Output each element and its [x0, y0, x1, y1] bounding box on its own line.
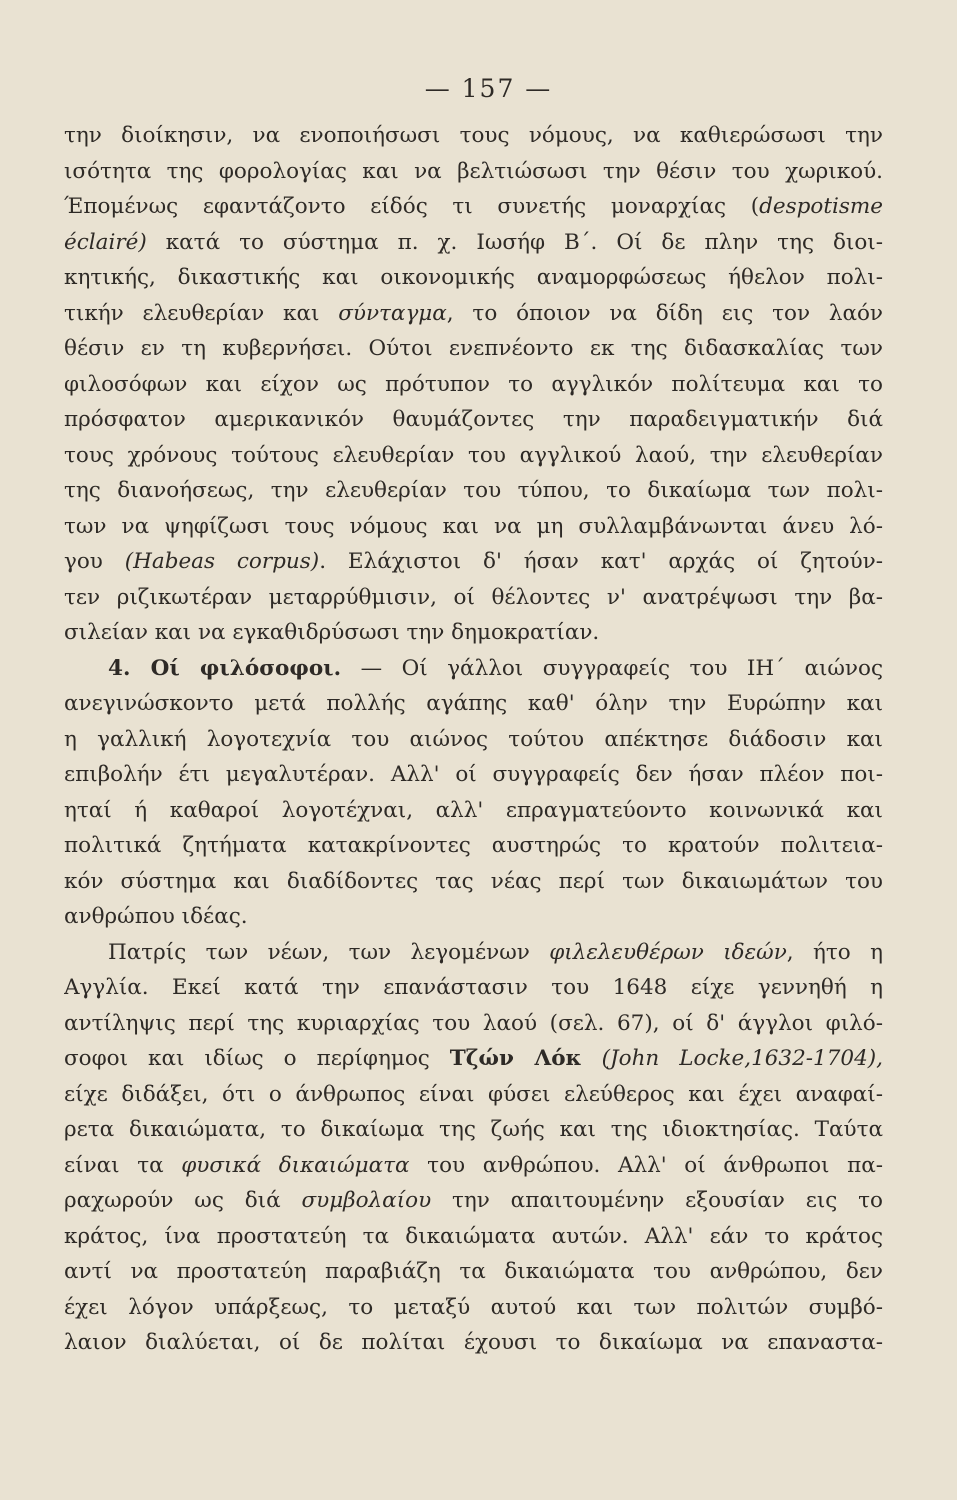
text-line: [64, 1183, 883, 1219]
text-line: [64, 722, 883, 758]
text-line: [64, 935, 883, 971]
text-segment: ισότητα της φορολογίας και να βελτιώσωσι την θέσιν του χωρικού.: [64, 158, 883, 184]
text-segment: της διανοήσεως, την ελευθερίαν του τύπου, το δικαίωμα των πολι-: [64, 478, 883, 503]
text-line: [64, 296, 883, 332]
text-line: [64, 1112, 883, 1148]
text-segment: κράτος, ίνα προστατεύη τα δικαιώματα αυτών. Αλλ' εάν το κράτος: [64, 1223, 883, 1249]
text-line: [64, 651, 883, 687]
text-segment: την διοίκησιν, να ενοποιήσωσι τους νόμους, να καθιερώσωσι την: [64, 123, 883, 148]
text-line: [64, 580, 883, 616]
text-line: [64, 899, 883, 935]
text-segment: θέσιν εν τη κυβερνήσει. Ούτοι ενεπνέοντο εκ της διδασκαλίας των: [64, 336, 883, 361]
text-segment: κόν σύστημα και διαδίδοντες τας νέας περί των δικαιωμάτων του: [64, 868, 883, 894]
text-line: [64, 473, 883, 509]
text-segment: έχει λόγον υπάρξεως, το μεταξύ αυτού και των πολιτών συμβό-: [64, 1294, 883, 1320]
text-segment: . Ελάχιστοι δ' ήσαν κατ' αρχάς οί ζητούν-: [319, 549, 883, 574]
text-segment: τους χρόνους τούτους ελευθερίαν του αγγλικού λαού, την ελευθερίαν: [64, 442, 883, 468]
text-segment: λαιον διαλύεται, οί δε πολίται έχουσι το δικαίωμα να επαναστα-: [64, 1330, 883, 1355]
text-segment: την απαιτουμένην εξουσίαν εις το: [431, 1188, 883, 1213]
text-line: [64, 1006, 883, 1042]
body-text: [64, 118, 883, 1361]
text-segment: ρετα δικαιώματα, το δικαίωμα της ζωής και της ιδιοκτησίας. Ταύτα: [64, 1117, 883, 1142]
page-number: — 157 —: [424, 74, 553, 103]
text-segment: [582, 1046, 602, 1071]
text-segment: κατά το σύστημα π. χ. Ιωσήφ Β΄. Οί δε πλην της διοι-: [146, 229, 883, 255]
text-segment: αντί να προστατεύη παραβιάζη τα δικαιώματα του ανθρώπου, δεν: [64, 1259, 883, 1284]
text-line: [64, 225, 883, 261]
text-line: [64, 189, 883, 225]
text-line: [64, 1254, 883, 1290]
text-segment: ηταί ή καθαροί λογοτέχναι, αλλ' επραγματεύοντο κοινωνικά και: [64, 797, 883, 823]
text-line: [64, 544, 883, 580]
text-segment: ανθρώπου ιδέας.: [64, 904, 248, 929]
text-line: [64, 154, 883, 190]
text-segment: Πατρίς των νέων, των λεγομένων: [108, 939, 550, 965]
text-line: [64, 260, 883, 296]
text-segment: των να ψηφίζωσι τους νόμους και να μη συλλαμβάνωνται άνευ λό-: [64, 513, 883, 539]
italic-term: φιλελευθέρων ιδεών: [549, 939, 787, 965]
italic-term: (John Locke,1632-1704),: [601, 1046, 883, 1071]
text-segment: κητικής, δικαστικής και οικονομικής αναμορφώσεως ήθελον πολι-: [64, 265, 883, 290]
text-segment: , το όποιον να δίδη εις τον λαόν: [446, 300, 883, 326]
text-line: [64, 1077, 883, 1113]
text-segment: Έπομένως εφαντάζοντο είδός τι συνετής μοναρχίας (: [64, 194, 760, 219]
text-line: [64, 1041, 883, 1077]
text-segment: πολιτικά ζητήματα κατακρίνοντες αυστηρώς το κρατούν πολιτεια-: [64, 833, 883, 858]
text-segment: φιλοσόφων και είχον ως πρότυπον το αγγλικόν πολίτευμα και το: [64, 371, 883, 397]
text-segment: ραχωρούν ως διά: [64, 1188, 302, 1213]
text-line: [64, 402, 883, 438]
text-segment: είχε διδάξει, ότι ο άνθρωπος είναι φύσει ελεύθερος και έχει αναφαί-: [64, 1081, 883, 1107]
bold-heading: Τζών Λόκ: [449, 1046, 582, 1071]
text-segment: τεν ριζικωτέραν μεταρρύθμισιν, οί θέλοντες ν' ανατρέψωσι την βα-: [64, 584, 883, 610]
text-line: [64, 864, 883, 900]
text-segment: γου: [64, 549, 125, 574]
text-line: [64, 828, 883, 864]
bold-heading: 4. Οί φιλόσοφοι.: [108, 655, 342, 681]
text-line: [64, 1219, 883, 1255]
italic-term: φυσικά δικαιώματα: [181, 1152, 410, 1178]
text-segment: η γαλλική λογοτεχνία του αιώνος τούτου απέκτησε διάδοσιν και: [64, 726, 883, 752]
text-line: [64, 367, 883, 403]
italic-term: éclairé): [64, 229, 147, 255]
text-line: [64, 509, 883, 545]
text-segment: πρόσφατον αμερικανικόν θαυμάζοντες την παραδειγματικήν διά: [64, 407, 883, 432]
text-line: [64, 118, 883, 154]
text-segment: του ανθρώπου. Αλλ' οί άνθρωποι πα-: [409, 1152, 883, 1178]
italic-term: (Habeas corpus): [124, 549, 320, 574]
text-segment: είναι τα: [64, 1152, 182, 1178]
italic-term: σύνταγμα: [338, 300, 447, 326]
text-segment: ανεγινώσκοντο μετά πολλής αγάπης καθ' όλην την Ευρώπην και: [64, 691, 883, 716]
italic-term: συμβολαίου: [301, 1188, 432, 1213]
text-segment: αντίληψις περί της κυριαρχίας του λαού (σελ. 67), οί δ' άγγλοι φιλό-: [64, 1010, 883, 1036]
text-segment: Αγγλία. Εκεί κατά την επανάστασιν του 1648 είχε γεννηθή η: [64, 975, 883, 1000]
text-line: [64, 331, 883, 367]
text-line: [64, 793, 883, 829]
text-segment: σιλείαν και να εγκαθιδρύσωσι την δημοκρατίαν.: [64, 620, 600, 645]
text-line: [64, 1325, 883, 1361]
text-line: [64, 1148, 883, 1184]
text-line: [64, 615, 883, 651]
text-line: [64, 438, 883, 474]
text-segment: τικήν ελευθερίαν και: [64, 300, 339, 326]
text-line: [64, 686, 883, 722]
text-line: [64, 970, 883, 1006]
text-line: [64, 757, 883, 793]
text-segment: επιβολήν έτι μεγαλυτέραν. Αλλ' οί συγγραφείς δεν ήσαν πλέον ποι-: [64, 762, 883, 787]
text-line: [64, 1290, 883, 1326]
italic-term: despotisme: [759, 194, 883, 219]
text-segment: , ήτο η: [786, 939, 883, 965]
text-segment: σοφοι και ιδίως ο περίφημος: [64, 1046, 450, 1071]
text-segment: — Οί γάλλοι συγγραφείς του ΙΗ΄ αιώνος: [341, 655, 883, 681]
